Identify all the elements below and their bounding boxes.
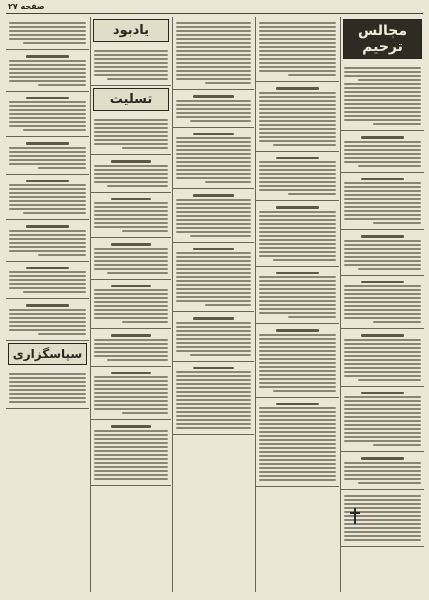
heading-yadbood: یادبود [93, 19, 169, 42]
page-number: صفحه ۲۷ [8, 2, 45, 11]
notice-block [6, 17, 89, 50]
heading-majales-tarhim: مجالس ترحیم [343, 19, 422, 59]
notice-block [173, 189, 254, 243]
column-4 [90, 17, 171, 592]
cross-icon [349, 508, 361, 524]
notice-block [6, 50, 89, 92]
heading-sepasgozari: سپاسگزاری [8, 343, 87, 365]
notice-block [6, 220, 89, 262]
notice-block [341, 230, 424, 276]
heading-tasliat: تسلیت [93, 88, 169, 111]
notice-block [6, 137, 89, 175]
notice-block [91, 238, 171, 280]
notice-block [173, 17, 254, 90]
column-1 [340, 17, 424, 592]
notice-block [256, 82, 339, 152]
notice-block [256, 267, 339, 325]
notice-block [256, 17, 339, 82]
header-rule [6, 13, 423, 14]
notice-block [91, 280, 171, 330]
notice-block [341, 452, 424, 490]
notice-block [91, 155, 171, 193]
notice-block [341, 173, 424, 231]
notice-block [341, 131, 424, 173]
notice-block [341, 329, 424, 387]
notice-block [341, 387, 424, 453]
notice-block [341, 276, 424, 330]
notice-block [6, 175, 89, 221]
notice-block [173, 128, 254, 190]
notice-block [173, 90, 254, 128]
notice-block [91, 114, 171, 155]
notice-block [173, 362, 254, 436]
notice-block [6, 262, 89, 300]
notice-block [91, 420, 171, 486]
notice-block [341, 62, 424, 131]
notice-block [256, 201, 339, 267]
column-5 [6, 17, 89, 592]
column-3 [172, 17, 254, 592]
notice-block [256, 398, 339, 488]
notice-block [6, 368, 89, 409]
notice-block [91, 367, 171, 421]
notice-block [91, 329, 171, 367]
column-2 [255, 17, 339, 592]
notice-block [91, 45, 171, 86]
notice-block [6, 299, 89, 341]
notice-block [6, 92, 89, 138]
notice-block [91, 193, 171, 239]
notice-block [256, 324, 339, 398]
notice-block [173, 243, 254, 313]
notice-block [256, 152, 339, 202]
notice-block [173, 312, 254, 362]
